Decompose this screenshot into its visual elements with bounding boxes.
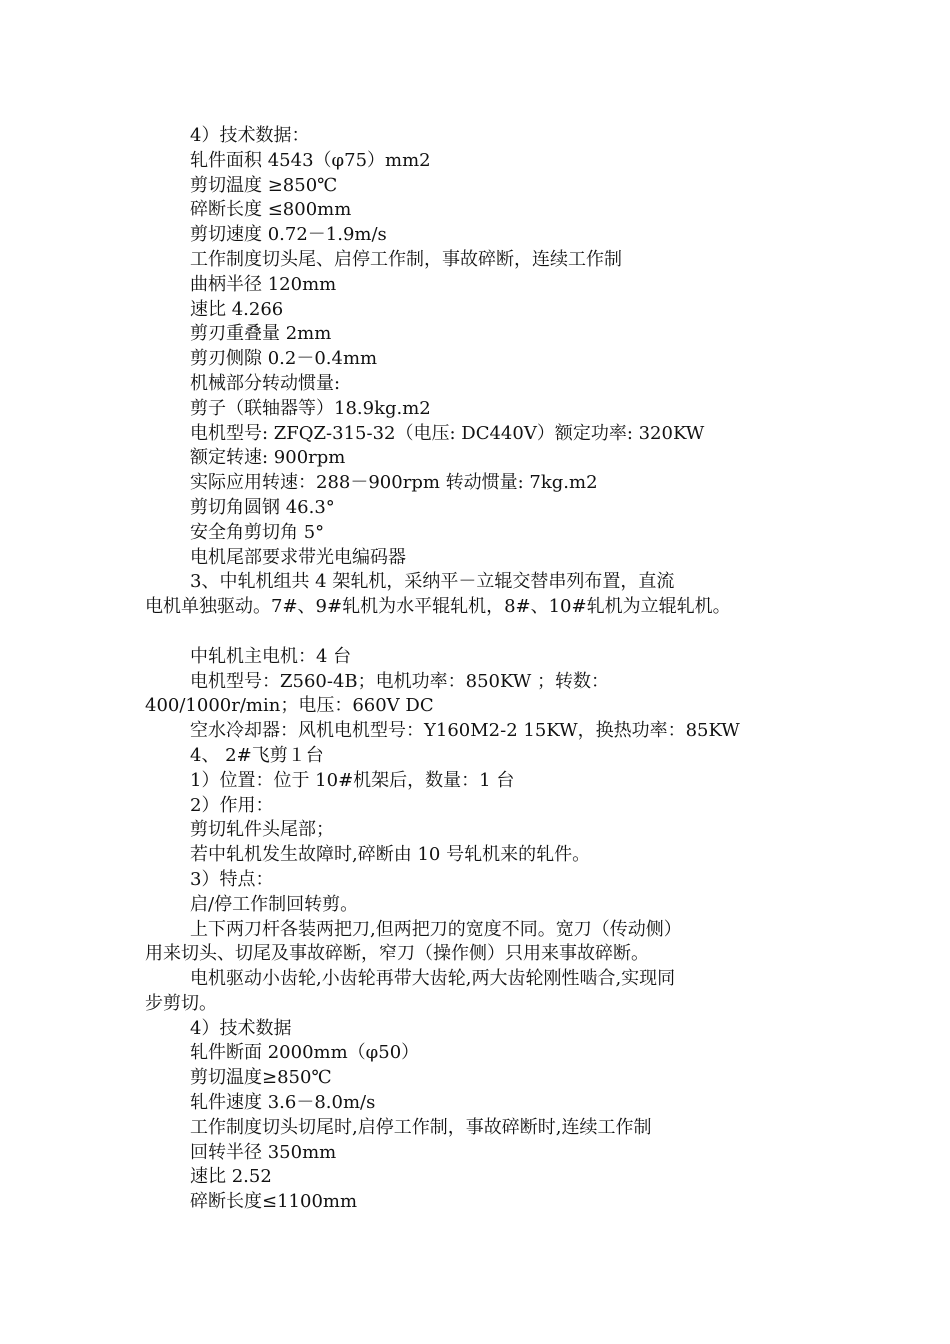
text-line: 曲柄半径 120mm: [190, 273, 337, 295]
text-line: 步剪切。: [145, 992, 217, 1014]
text-line: 剪刃侧隙 0.2－0.4mm: [190, 348, 378, 370]
text-line: 剪刃重叠量 2mm: [190, 323, 332, 345]
text-line: 空水冷却器：风机电机型号：Y160M2-2 15KW，换热功率：85KW: [190, 720, 740, 742]
text-line: 用来切头、切尾及事故碎断，窄刀（操作侧）只用来事故碎断。: [145, 943, 649, 965]
blank-line: [145, 620, 815, 645]
text-line: 工作制度切头切尾时,启停工作制，事故碎断时,连续工作制: [190, 1116, 652, 1138]
text-line: 400/1000r/min；电压：660V DC: [145, 695, 434, 717]
text-line: 4、 2#飞剪１台: [190, 744, 324, 766]
text-line: 剪切轧件头尾部；: [190, 819, 334, 841]
text-line: 剪切温度 ≥850℃: [190, 174, 338, 196]
text-line: 剪切温度≥850℃: [190, 1067, 332, 1089]
text-line: 剪子（联轴器等）18.9kg.m2: [190, 397, 431, 419]
text-line: 3、中轧机组共 4 架轧机，采纳平－立辊交替串列布置，直流: [190, 571, 675, 593]
text-line: 启/停工作制回转剪。: [190, 893, 359, 915]
text-line: 1）位置：位于 10#机架后，数量：1 台: [190, 769, 515, 791]
text-line: 电机单独驱动。7#、9#轧机为水平辊轧机，8#、10#轧机为立辊轧机。: [145, 596, 731, 618]
text-line: 上下两刀杆各装两把刀,但两把刀的宽度不同。宽刀（传动侧）: [190, 918, 682, 940]
text-line: 实际应用转速：288－900rpm 转动惯量: 7kg.m2: [190, 472, 598, 494]
text-line: 碎断长度 ≤800mm: [190, 199, 352, 221]
text-line: 4）技术数据: [190, 1017, 292, 1039]
text-line: 电机驱动小齿轮,小齿轮再带大齿轮,两大齿轮刚性啮合,实现同: [190, 968, 676, 990]
text-line: 机械部分转动惯量:: [190, 372, 341, 394]
text-line: 轧件面积 4543（φ75）mm2: [190, 149, 431, 171]
document-body: [145, 124, 815, 1215]
text-line: 3）特点：: [190, 868, 274, 890]
text-line: 安全角剪切角 5°: [190, 521, 325, 543]
text-line: 剪切角圆钢 46.3°: [190, 496, 335, 518]
text-line: 电机尾部要求带光电编码器: [190, 546, 406, 568]
text-line: 若中轧机发生故障时,碎断由 10 号轧机来的轧件。: [190, 844, 591, 866]
text-line: 额定转速: 900rpm: [190, 447, 346, 469]
text-line: 速比 4.266: [190, 298, 284, 320]
text-line: 工作制度切头尾、启停工作制，事故碎断，连续工作制: [190, 248, 622, 270]
text-line: 轧件断面 2000mm（φ50）: [190, 1042, 420, 1064]
text-line: 剪切速度 0.72－1.9m/s: [190, 224, 387, 246]
text-line: 速比 2.52: [190, 1166, 272, 1188]
text-line: 2）作用：: [190, 794, 274, 816]
text-line: 中轧机主电机：4 台: [190, 645, 352, 667]
text-line: 碎断长度≤1100mm: [190, 1191, 358, 1213]
text-line: 轧件速度 3.6－8.0m/s: [190, 1092, 376, 1114]
text-line: 电机型号: ZFQZ-315-32（电压: DC440V）额定功率: 320KW: [190, 422, 705, 444]
text-line: 4）技术数据：: [190, 125, 310, 146]
text-line: 电机型号：Z560-4B；电机功率：850KW ；转数：: [190, 670, 610, 692]
text-line: 回转半径 350mm: [190, 1141, 337, 1163]
